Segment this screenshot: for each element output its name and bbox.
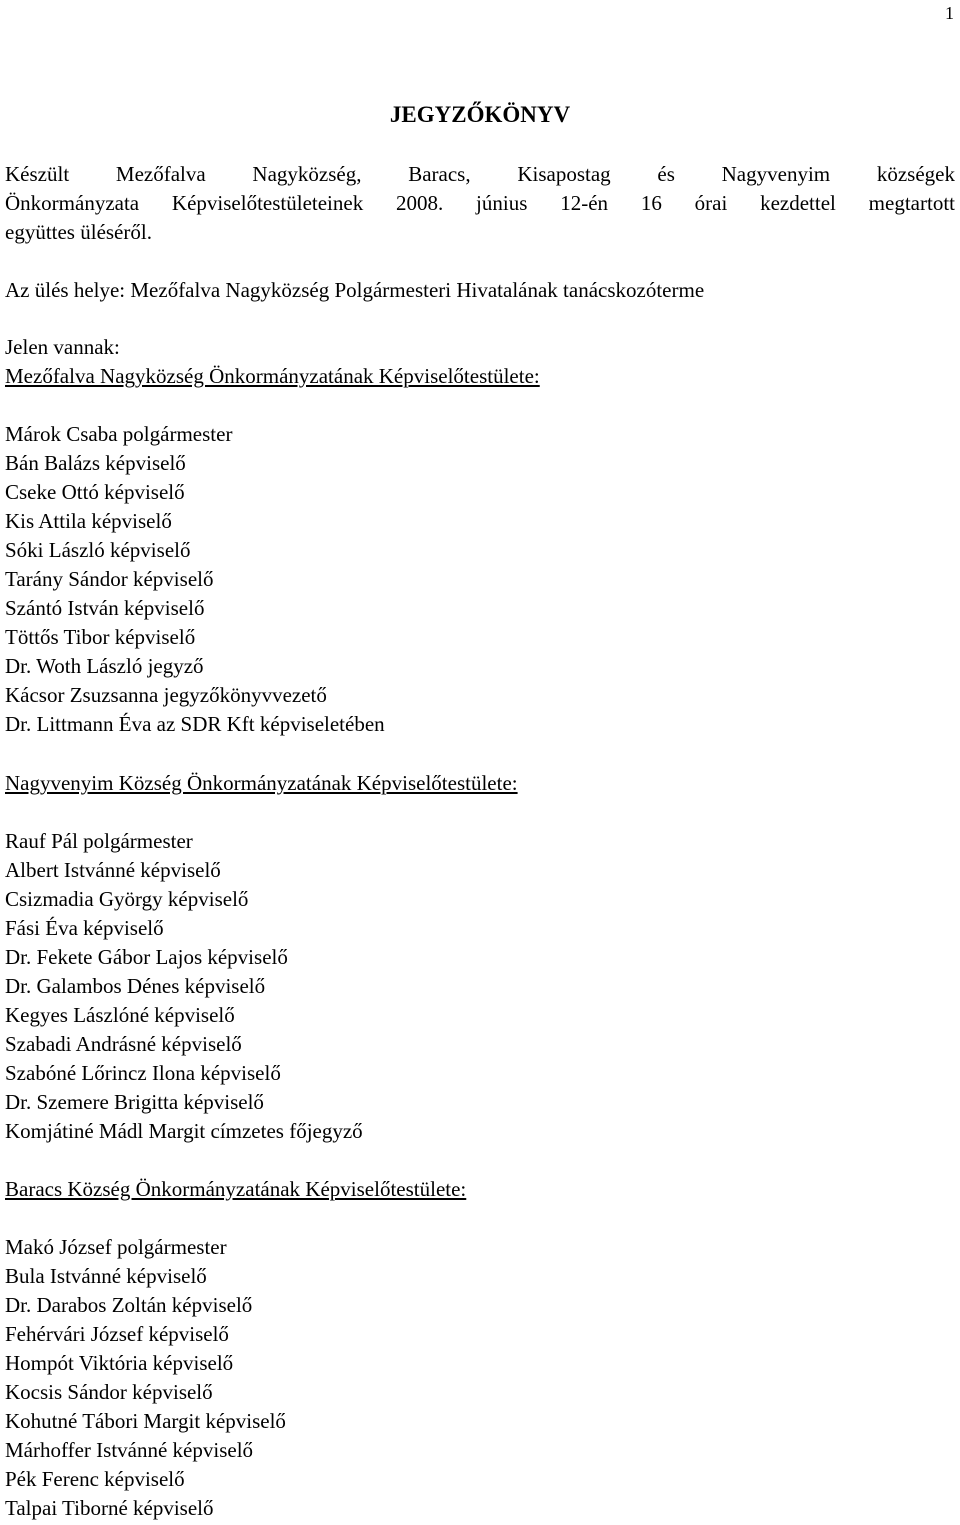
document-title: JEGYZŐKÖNYV [389, 102, 571, 127]
baracs-section [5, 1175, 955, 1523]
present-label: Jelen vannak: [5, 335, 120, 359]
member-row: Sóki László képviselő [5, 538, 191, 562]
intro-line-1: Készült Mezőfalva Nagyközség, Baracs, Kisapostag és Nagyvenyim községek [5, 162, 955, 186]
venue-text: Az ülés helye: Mezőfalva Nagyközség Polgármesteri Hivatalának tanácskozóterme [5, 278, 705, 302]
member-row: Kis Attila képviselő [5, 509, 172, 533]
council-heading-nagyvenyim: Nagyvenyim Község Önkormányzatának Képviselőtestülete: [5, 771, 518, 795]
member-row: Kohutné Tábori Margit képviselő [5, 1409, 286, 1433]
member-row: Csizmadia György képviselő [5, 887, 249, 911]
member-row: Töttős Tibor képviselő [5, 625, 196, 649]
member-row: Szabóné Lőrincz Ilona képviselő [5, 1061, 281, 1085]
council-heading-baracs: Baracs Község Önkormányzatának Képviselőtestülete: [5, 1177, 467, 1201]
member-row: Kegyes Lászlóné képviselő [5, 1003, 235, 1027]
member-row: Márhoffer Istvánné képviselő [5, 1438, 254, 1462]
member-row: Dr. Darabos Zoltán képviselő [5, 1293, 253, 1317]
member-row: Tarány Sándor képviselő [5, 567, 214, 591]
mezofalva-section [5, 333, 955, 739]
member-row: Szabadi Andrásné képviselő [5, 1032, 242, 1056]
member-row: Márok Csaba polgármester [5, 422, 233, 446]
member-row: Cseke Ottó képviselő [5, 480, 185, 504]
member-row: Talpai Tiborné képviselő [5, 1496, 214, 1520]
intro-line-2: Önkormányzata Képviselőtestületeinek 2008. június 12-én 16 órai kezdettel megtartott [5, 191, 955, 215]
council-heading-mezofalva: Mezőfalva Nagyközség Önkormányzatának Képviselőtestülete: [5, 364, 540, 388]
member-row: Dr. Littmann Éva az SDR Kft képviseletében [5, 712, 385, 736]
member-row: Bula Istvánné képviselő [5, 1264, 207, 1288]
intro-line-3: együttes üléséről. [5, 220, 152, 244]
member-row: Albert Istvánné képviselő [5, 858, 221, 882]
member-row: Hompót Viktória képviselő [5, 1351, 234, 1375]
member-row: Komjátiné Mádl Margit címzetes főjegyző [5, 1119, 363, 1143]
member-row: Pék Ferenc képviselő [5, 1467, 185, 1491]
member-row: Dr. Fekete Gábor Lajos képviselő [5, 945, 288, 969]
member-row: Fási Éva képviselő [5, 916, 164, 940]
member-row: Dr. Szemere Brigitta képviselő [5, 1090, 264, 1114]
member-row: Rauf Pál polgármester [5, 829, 193, 853]
member-row: Fehérvári József képviselő [5, 1322, 229, 1346]
intro-paragraph [5, 160, 955, 247]
member-row: Kocsis Sándor képviselő [5, 1380, 213, 1404]
member-row: Szántó István képviselő [5, 596, 205, 620]
member-row: Makó József polgármester [5, 1235, 227, 1259]
nagyvenyim-section [5, 769, 955, 1146]
member-row: Dr. Galambos Dénes képviselő [5, 974, 266, 998]
member-row: Bán Balázs képviselő [5, 451, 186, 475]
member-row: Dr. Woth László jegyző [5, 654, 204, 678]
venue-block [5, 276, 955, 305]
page-number: 1 [945, 3, 954, 23]
member-row: Kácsor Zsuzsanna jegyzőkönyvvezető [5, 683, 327, 707]
